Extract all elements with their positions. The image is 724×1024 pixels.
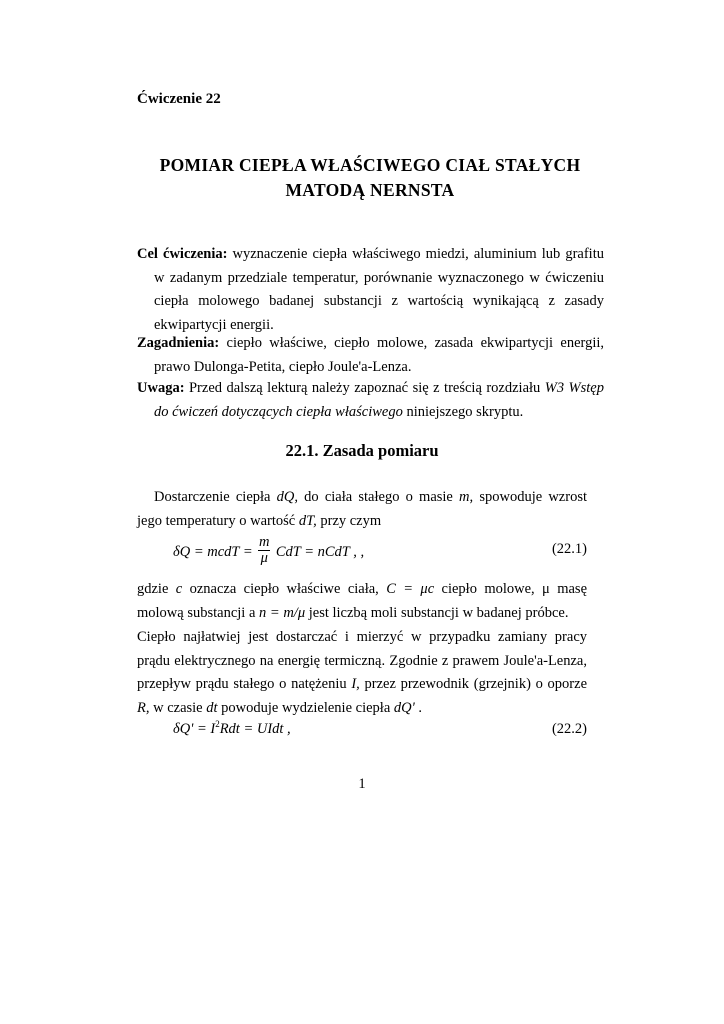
- text-run: przez przewodnik (grzejnik) o oporze: [359, 676, 588, 692]
- note-text-after: niniejszego skryptu.: [402, 403, 524, 420]
- variable: c: [175, 581, 183, 597]
- title-line-1: POMIAR CIEPŁA WŁAŚCIWEGO CIAŁ STAŁYCH: [159, 155, 581, 175]
- text-run: w czasie: [149, 699, 207, 716]
- equation-exponent: 2: [215, 719, 220, 729]
- variable: m,: [459, 489, 474, 505]
- note-text-before: Przed dalszą lekturą należy zapoznać się z treścią rozdziału: [184, 380, 545, 396]
- section-heading: 22.1. Zasada pomiaru: [285, 441, 439, 460]
- text-run: ciepło molowe, μ masę molową substancji a: [137, 581, 588, 621]
- text-run: spowoduje wzrost jego temperatury o wartość: [137, 489, 587, 529]
- equation-right-side: CdT = nCdT , ,: [272, 543, 365, 560]
- text-run: Dostarczenie ciepła: [154, 489, 277, 505]
- equation-left-side: δQ' = I: [173, 721, 216, 737]
- text-run: jest liczbą moli substancji w badanej próbce.: [305, 604, 569, 621]
- fraction-denominator: μ: [260, 550, 268, 566]
- title-line-2: MATODĄ NERNSTA: [285, 180, 455, 200]
- variable: R,: [137, 699, 150, 716]
- text-run: .: [414, 699, 422, 716]
- variable: dQ': [393, 699, 415, 716]
- variable: C = μc: [386, 581, 435, 597]
- equation-number-22-1: (22.1): [551, 541, 587, 557]
- topics-text: ciepło właściwe, ciepło molowe, zasada ekwipartycji energii, prawo Dulonga-Petita, ciepło Joule'a-Lenza.: [154, 335, 604, 375]
- variable: n = m/μ: [259, 604, 306, 621]
- note-paragraph: [137, 377, 604, 424]
- paragraph-heat-supply: [137, 486, 587, 533]
- variable: dQ,: [276, 489, 298, 505]
- variable: dT,: [298, 512, 317, 529]
- equation-right-side: Rdt = UIdt ,: [219, 721, 291, 737]
- goal-label: Cel ćwiczenia:: [137, 246, 228, 262]
- equation-number-22-2: (22.2): [551, 721, 587, 737]
- goal-text: wyznaczenie ciepła właściwego miedzi, aluminium lub grafitu w zadanym przedziale temperatur, porównanie wyznaczonego w ćwiczeniu ciepła molowego badanej substancji z wartością wynikającą z zasady ekwipartycji energii.: [154, 246, 604, 333]
- paragraph-symbols: [137, 578, 587, 625]
- text-run: Ciepło najłatwiej jest dostarczać i mierzyć w przypadku zamiany pracy prądu elektrycznego na energię termiczną. Zgodnie z prawem Joule'a-Lenza, przepływ prądu stałego o natężeniu: [137, 629, 587, 692]
- fraction-m-over-mu: [258, 535, 270, 566]
- note-reference: W3 Wstęp do ćwiczeń dotyczących ciepła właściwego: [154, 380, 604, 420]
- equation-22-1: [173, 534, 365, 568]
- fraction-numerator: m: [259, 534, 270, 550]
- exercise-number: Ćwiczenie 22: [137, 91, 221, 107]
- paragraph-joule-lenz: [137, 626, 587, 720]
- equation-22-2: [173, 719, 291, 738]
- text-run: przy czym: [316, 512, 382, 529]
- note-label: Uwaga:: [137, 380, 185, 396]
- text-run: gdzie: [137, 581, 176, 597]
- text-run: powoduje wydzielenie ciepła: [217, 699, 394, 716]
- equation-left-side: δQ = mcdT =: [173, 543, 257, 560]
- variable: I,: [351, 676, 360, 692]
- topics-paragraph: [137, 332, 604, 379]
- goal-paragraph: [137, 243, 604, 337]
- text-run: do ciała stałego o masie: [298, 489, 460, 505]
- text-run: oznacza ciepło właściwe ciała,: [182, 581, 387, 597]
- page-number: 1: [358, 776, 366, 792]
- variable: dt: [206, 699, 218, 716]
- topics-label: Zagadnienia:: [137, 335, 220, 351]
